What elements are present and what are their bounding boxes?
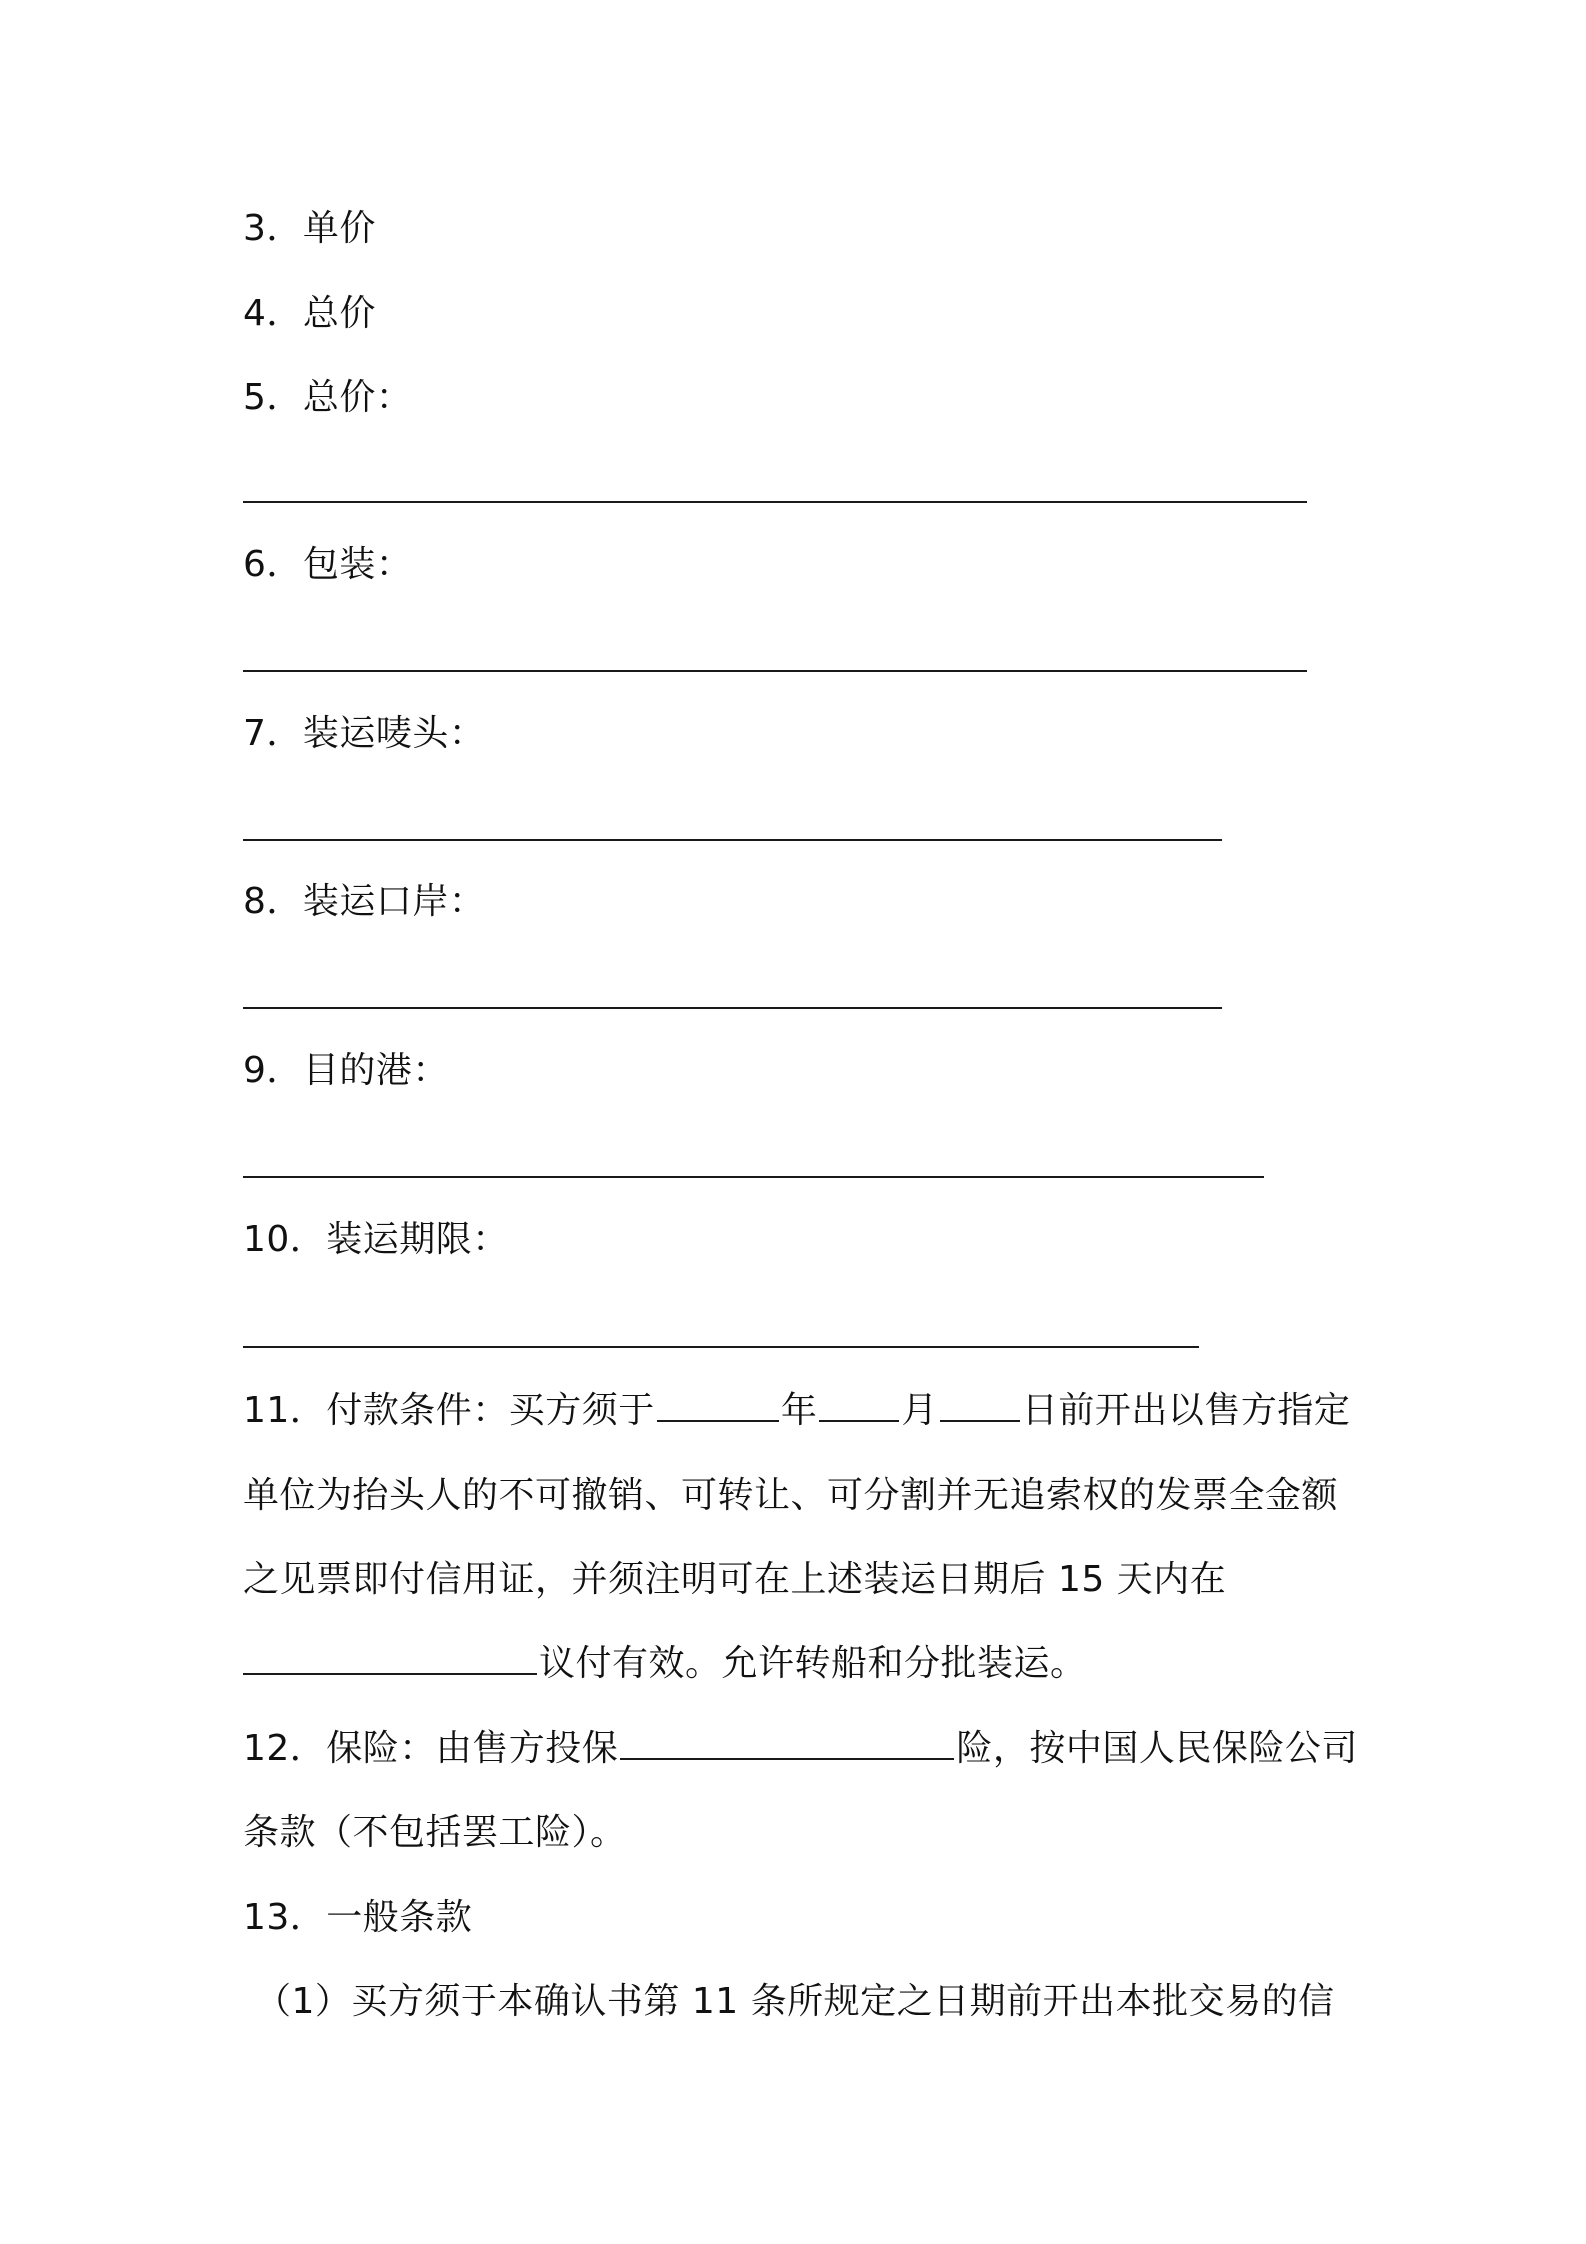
shipment-period-blank-line[interactable] (243, 1346, 1199, 1348)
month-blank[interactable] (819, 1390, 899, 1422)
item-total-price: 4．总价 (243, 293, 376, 334)
year-blank[interactable] (657, 1390, 779, 1422)
insurance-type-blank[interactable] (620, 1728, 954, 1760)
clause12-line1 (243, 1727, 1358, 1771)
clause12-lead: 12．保险：由售方投保 (243, 1728, 619, 1769)
item-shipping-marks: 7．装运唛头： (243, 713, 486, 754)
month-label: 月 (901, 1390, 938, 1431)
item-packing: 6．包装： (243, 544, 413, 585)
clause11-line4 (243, 1642, 1087, 1686)
item-shipment-period: 10．装运期限： (243, 1219, 509, 1260)
clause11-lead: 11．付款条件：买方须于 (243, 1390, 655, 1431)
item-port-of-loading: 8．装运口岸： (243, 881, 486, 922)
clause13-sub1: （1）买方须于本确认书第 11 条所规定之日期前开出本批交易的信 (255, 1981, 1335, 2022)
year-label: 年 (780, 1390, 818, 1431)
clause11-line4-tail: 议付有效。允许转船和分批装运。 (539, 1643, 1087, 1684)
item-total-price-field: 5．总价： (243, 377, 413, 418)
negotiation-place-blank[interactable] (243, 1643, 537, 1675)
clause12-line2: 条款（不包括罢工险）。 (243, 1812, 627, 1853)
port-of-loading-blank-line[interactable] (243, 1007, 1222, 1009)
clause12-tail: 险，按中国人民保险公司 (956, 1728, 1358, 1769)
item-unit-price: 3．单价 (243, 208, 376, 249)
packing-blank-line[interactable] (243, 670, 1307, 672)
clause11-line1 (243, 1389, 1350, 1433)
item-port-of-destination: 9．目的港： (243, 1050, 449, 1091)
day-blank[interactable] (940, 1390, 1020, 1422)
shipping-marks-blank-line[interactable] (243, 839, 1222, 841)
clause13-title: 13．一般条款 (243, 1897, 473, 1938)
clause11-line3: 之见票即付信用证，并须注明可在上述装运日期后 15 天内在 (243, 1559, 1227, 1600)
clause11-line2: 单位为抬头人的不可撤销、可转让、可分割并无追索权的发票全金额 (243, 1475, 1339, 1516)
port-of-destination-blank-line[interactable] (243, 1176, 1264, 1178)
clause11-tail1: 日前开出以售方指定 (1021, 1390, 1351, 1431)
total-price-blank-line[interactable] (243, 501, 1307, 503)
